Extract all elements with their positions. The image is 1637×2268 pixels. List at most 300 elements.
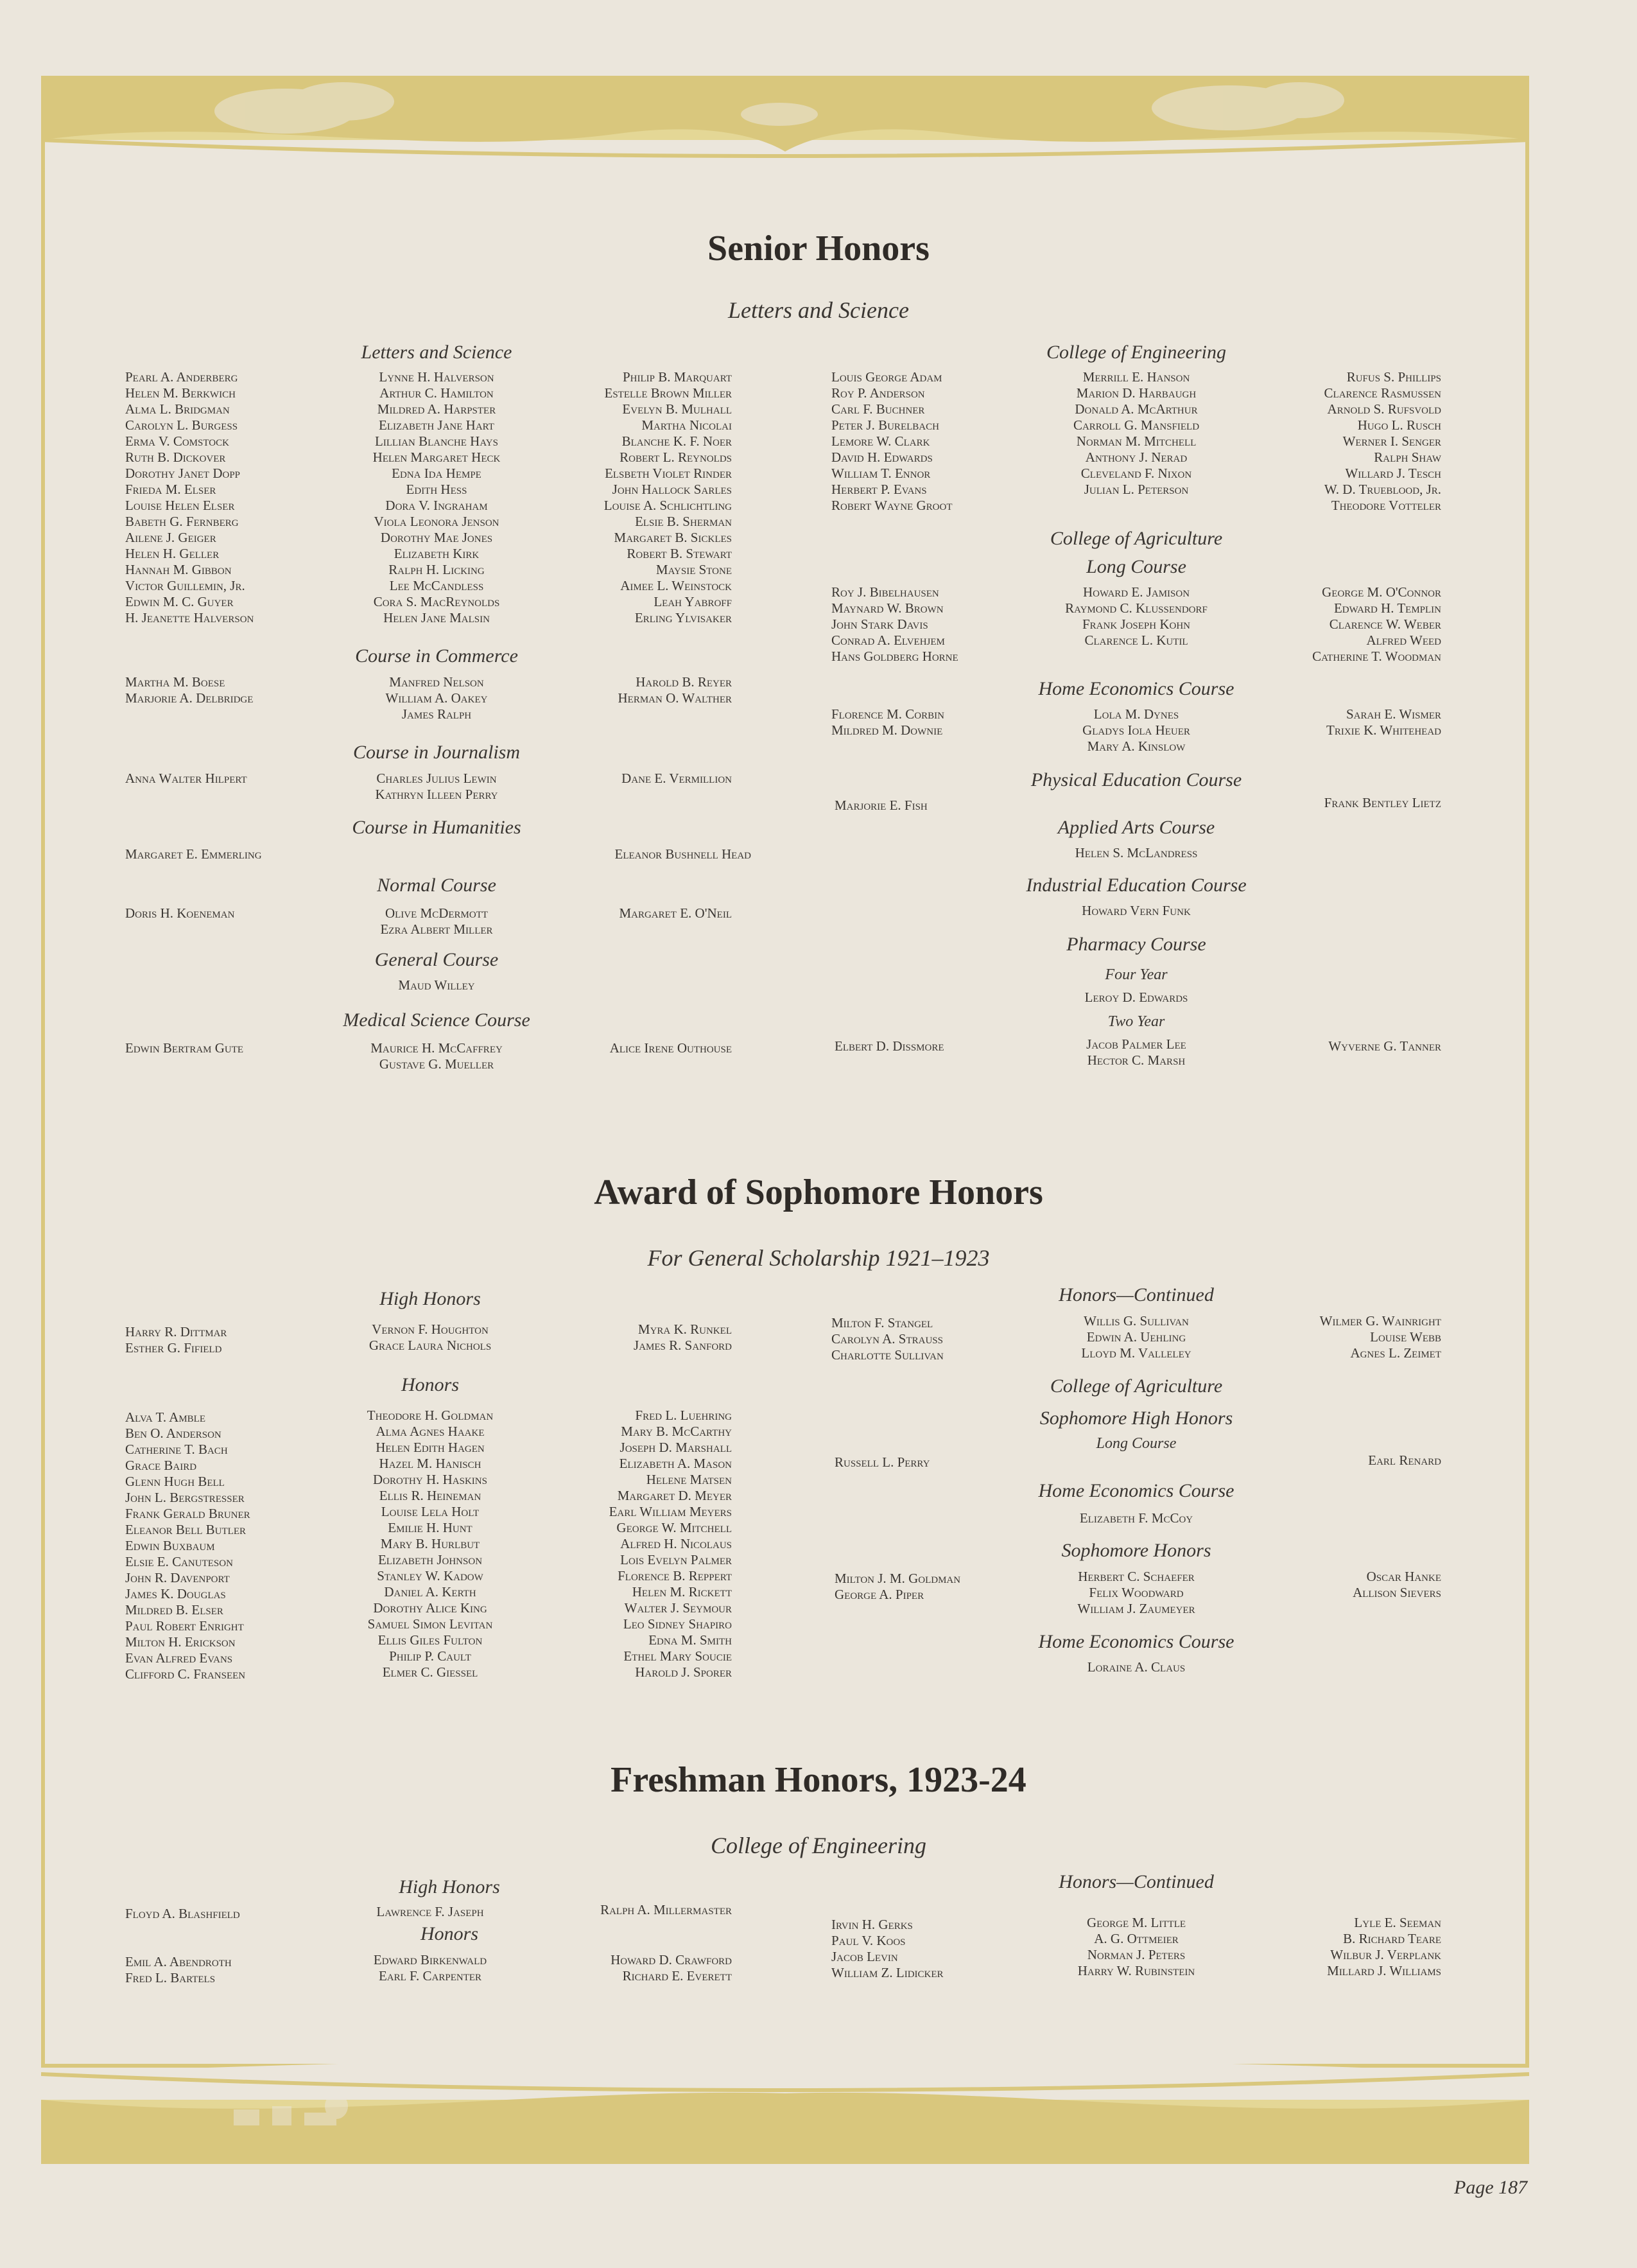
soph-hon-col1 [125,1409,250,1682]
honoree-name: Elizabeth Jane Hart [379,417,494,433]
soph-honors-heading: Honors [401,1374,459,1395]
soph-agriculture-heading: College of Agriculture [1050,1375,1223,1397]
honoree-name: Glenn Hugh Bell [125,1474,225,1489]
honoree-name: Ellis Giles Fulton [377,1632,483,1648]
medical-col1 [125,1040,243,1056]
humanities-col1 [125,846,262,862]
honoree-name: Edwin Bertram Gute [125,1040,244,1056]
honoree-name: Milton J. M. Goldman [835,1571,961,1586]
sophomore-honors-title: Award of Sophomore Honors [594,1173,1043,1212]
four-year-col2 [1034,990,1239,1006]
honoree-name: Wyverne G. Tanner [1328,1038,1441,1054]
honoree-name: Marjorie A. Delbridge [125,690,254,706]
honoree-name: Leah Yabroff [654,594,732,609]
honoree-name: Alice Irene Outhouse [609,1040,732,1056]
honoree-name: Carolyn L. Burgess [125,417,238,433]
soph-ag-col1 [835,1571,960,1603]
honoree-name: Viola Leonora Jenson [374,514,499,529]
honoree-name: Catherine T. Woodman [1312,649,1441,664]
honoree-name: Catherine T. Bach [125,1442,228,1457]
honoree-name: Margaret E. O'Neil [619,905,732,921]
honoree-name: Roy J. Bibelhausen [831,584,939,600]
honoree-name: Conrad A. Elvehjem [831,632,945,648]
two-year-col3 [1233,1038,1441,1054]
honoree-name: Elsie B. Sherman [635,514,732,529]
commerce-col1 [125,674,253,706]
honoree-name: Peter J. Burelbach [831,417,939,433]
honoree-name: Irvin H. Gerks [831,1917,913,1932]
fresh-honors-heading: Honors [420,1923,478,1944]
industrial-education-heading: Industrial Education Course [1026,875,1247,896]
honoree-name: Theodore Votteler [1331,498,1441,513]
honoree-name: George A. Piper [835,1587,924,1602]
honoree-name: Alva T. Amble [125,1409,205,1425]
phys-col3 [1233,795,1441,811]
medical-col3 [526,1040,732,1056]
honoree-name: Paul Robert Enright [125,1618,244,1634]
honoree-name: Donald A. McArthur [1075,401,1198,417]
honoree-name: Arnold S. Rufsvold [1327,401,1441,417]
soph-cont-col1 [831,1315,944,1363]
honoree-name: Herbert P. Evans [831,482,927,497]
humanities-col3 [526,846,751,862]
soph-home-heading: Home Economics Course [1038,1480,1234,1501]
soph-cont-col2 [1034,1313,1239,1361]
honoree-name: Julian L. Peterson [1084,482,1189,497]
honoree-name: Gustave G. Mueller [379,1056,494,1072]
honoree-name: Louis George Adam [831,369,942,385]
four-year-heading: Four Year [1105,966,1168,983]
honoree-name: Ralph H. Licking [388,562,485,577]
soph-cont-col3 [1233,1313,1441,1361]
honoree-name: Louise Webb [1370,1329,1441,1345]
soph-high-col1 [125,1324,227,1356]
honoree-name: Elizabeth F. McCoy [1079,1510,1193,1526]
top-cloud-banner [41,76,1529,172]
honoree-name: Philip P. Cault [389,1648,471,1664]
fresh-hon-col3 [526,1952,732,1984]
honoree-name: Evan Alfred Evans [125,1650,233,1666]
honoree-name: Lois Evelyn Palmer [620,1552,732,1567]
honoree-name: Theodore H. Goldman [367,1408,494,1423]
senior-ls-col2 [334,369,539,626]
honoree-name: Sarah E. Wismer [1346,706,1441,722]
bottom-cityscape-banner [41,2048,1529,2164]
honoree-name: Harold J. Sporer [635,1664,732,1680]
honoree-name: Helen S. McLandress [1075,845,1198,860]
soph-continued-heading: Honors—Continued [1059,1284,1214,1305]
journalism-col1 [125,771,247,787]
senior-ls-col3 [526,369,732,626]
fresh-high-col1 [125,1906,240,1922]
honoree-name: Edward Birkenwald [373,1952,487,1967]
honoree-name: Hazel M. Hanisch [379,1456,481,1471]
honoree-name: Maurice H. McCaffrey [370,1040,503,1056]
honoree-name: Philip B. Marquart [622,369,732,385]
freshman-subtitle: College of Engineering [711,1833,926,1858]
honoree-name: Harry R. Dittmar [125,1324,227,1339]
normal-col3 [526,905,732,921]
two-year-col1 [835,1038,944,1054]
freshman-honors-title: Freshman Honors, 1923-24 [611,1760,1026,1800]
honoree-name: Willard J. Tesch [1345,466,1441,481]
honoree-name: James K. Douglas [125,1586,226,1601]
soph-hon-col3 [526,1408,732,1680]
honoree-name: George M. Little [1086,1915,1186,1930]
medical-col2 [334,1040,539,1072]
honoree-name: Helen M. Berkwich [125,385,236,401]
honoree-name: Robert B. Stewart [627,546,732,561]
soph-long-col3 [1233,1452,1441,1469]
honoree-name: Clifford C. Franseen [125,1666,246,1682]
honoree-name: Elizabeth Kirk [394,546,480,561]
honoree-name: Dorothy Alice King [373,1600,487,1616]
honoree-name: Fred L. Luehring [635,1408,732,1423]
honoree-name: Alma Agnes Haake [376,1424,485,1439]
honoree-name: Estelle Brown Miller [604,385,732,401]
honoree-name: Babeth G. Fernberg [125,514,239,529]
honoree-name: Hugo L. Rusch [1357,417,1441,433]
honoree-name: Earl F. Carpenter [378,1968,482,1984]
honoree-name: Frank Gerald Bruner [125,1506,250,1521]
soph-long-col1 [835,1454,930,1470]
normal-col1 [125,905,234,921]
honoree-name: William A. Oakey [385,690,488,706]
honoree-name: Carl F. Buchner [831,401,925,417]
honoree-name: Edwin M. C. Guyer [125,594,234,609]
honoree-name: Florence M. Corbin [831,706,944,722]
honoree-name: Ruth B. Dickover [125,449,226,465]
honoree-name: Alma L. Bridgman [125,401,230,417]
soph-high-col3 [526,1322,732,1354]
agriculture-heading: College of Agriculture [1050,528,1223,549]
honoree-name: Allison Sievers [1353,1585,1441,1600]
eng-col1 [831,369,953,514]
fresh-high-col3 [526,1902,732,1918]
honoree-name: Margaret B. Sickles [614,530,732,545]
long-course-heading: Long Course [1086,556,1186,577]
honoree-name: W. D. Trueblood, Jr. [1324,482,1441,497]
honoree-name: James Ralph [401,706,472,722]
general-heading: General Course [374,949,499,970]
honoree-name: Carolyn A. Strauss [831,1331,943,1347]
honoree-name: William J. Zaumeyer [1077,1601,1195,1616]
fresh-cont-col2 [1034,1915,1239,1979]
honoree-name: Lynne H. Halverson [379,369,494,385]
honoree-name: Ralph A. Millermaster [600,1902,732,1917]
home-economics-heading: Home Economics Course [1038,678,1234,699]
honoree-name: Dane E. Vermillion [621,771,732,786]
honoree-name: Robert L. Reynolds [619,449,732,465]
honoree-name: Fred L. Bartels [125,1970,216,1985]
honoree-name: John R. Davenport [125,1570,230,1585]
honoree-name: Willis G. Sullivan [1084,1313,1189,1329]
honoree-name: Alfred H. Nicolaus [620,1536,732,1551]
honoree-name: Clarence W. Weber [1329,616,1441,632]
fresh-cont-col1 [831,1917,944,1981]
general-col2 [334,977,539,993]
honoree-name: Cleveland F. Nixon [1080,466,1192,481]
applied-arts-heading: Applied Arts Course [1057,817,1215,838]
honoree-name: Arthur C. Hamilton [379,385,494,401]
honoree-name: H. Jeanette Halverson [125,610,254,625]
humanities-heading: Course in Humanities [352,817,521,838]
honoree-name: Norman J. Peters [1087,1947,1186,1962]
honoree-name: Ralph Shaw [1374,449,1441,465]
honoree-name: Merrill E. Hanson [1082,369,1190,385]
honoree-name: Grace Baird [125,1458,197,1473]
soph-ag-col2 [1034,1569,1239,1617]
honoree-name: Clarence Rasmussen [1324,385,1441,401]
honoree-name: Harry W. Rubinstein [1077,1963,1195,1978]
honoree-name: Earl William Meyers [609,1504,732,1519]
honoree-name: Richard E. Everett [622,1968,732,1984]
honoree-name: Myra K. Runkel [637,1322,732,1337]
honoree-name: Lyle E. Seeman [1354,1915,1441,1930]
pharmacy-heading: Pharmacy Course [1066,934,1206,955]
honoree-name: Louise Helen Elser [125,498,235,513]
honoree-name: Wilbur J. Verplank [1330,1947,1441,1962]
honoree-name: A. G. Ottmeier [1094,1931,1179,1946]
honoree-name: Milton F. Stangel [831,1315,933,1330]
honoree-name: Helene Matsen [646,1472,732,1487]
honoree-name: Maud Willey [398,977,475,993]
fresh-hon-col1 [125,1954,232,1986]
honoree-name: Millard J. Williams [1327,1963,1441,1978]
honoree-name: Herbert C. Schaefer [1078,1569,1195,1584]
soph-home2-heading: Home Economics Course [1038,1631,1234,1652]
ag-col3 [1233,584,1441,665]
honoree-name: Edith Hess [406,482,467,497]
soph-long-course-heading: Long Course [1096,1435,1177,1452]
honoree-name: Lloyd M. Valleley [1081,1345,1191,1361]
honoree-name: Mildred M. Downie [831,722,943,738]
home-col3 [1233,706,1441,738]
honoree-name: Manfred Nelson [389,674,484,690]
journalism-col2 [334,771,539,803]
honoree-name: Edward H. Templin [1333,600,1441,616]
honoree-name: Elsbeth Violet Rinder [605,466,732,481]
honoree-name: George M. O'Connor [1322,584,1441,600]
honoree-name: Dora V. Ingraham [385,498,488,513]
engineering-heading: College of Engineering [1046,342,1226,363]
honoree-name: B. Richard Teare [1343,1931,1441,1946]
honoree-name: Elbert D. Dissmore [835,1038,944,1054]
soph-hon-col2 [327,1408,533,1680]
fresh-high-honors-heading: High Honors [399,1876,500,1897]
fresh-cont-col3 [1233,1915,1441,1979]
soph-honors-ag-heading: Sophomore Honors [1061,1540,1211,1561]
honoree-name: James R. Sanford [634,1338,732,1353]
honoree-name: Marion D. Harbaugh [1076,385,1197,401]
honoree-name: Lee McCandless [389,578,484,593]
honoree-name: Erma V. Comstock [125,433,229,449]
fresh-high-col2 [327,1904,533,1920]
honoree-name: Dorothy Janet Dopp [125,466,241,481]
honoree-name: Elizabeth A. Mason [619,1456,732,1471]
home-col1 [831,706,944,738]
eng-col2 [1034,369,1239,498]
two-year-col2 [1034,1036,1239,1069]
honoree-name: Trixie K. Whitehead [1326,722,1441,738]
honoree-name: Clarence L. Kutil [1084,632,1188,648]
soph-home2-col2 [1034,1659,1239,1675]
honoree-name: Maynard W. Brown [831,600,944,616]
honoree-name: Lawrence F. Jaseph [376,1904,484,1919]
honoree-name: Howard Vern Funk [1082,903,1191,918]
senior-ls-col1 [125,369,254,626]
soph-high-col2 [327,1322,533,1354]
honoree-name: Mary B. McCarthy [621,1424,732,1439]
honoree-name: Jacob Levin [831,1949,898,1964]
honoree-name: Rufus S. Phillips [1346,369,1441,385]
honoree-name: Dorothy Mae Jones [380,530,493,545]
honoree-name: Walter J. Seymour [624,1600,732,1616]
honoree-name: Stanley W. Kadow [377,1568,483,1583]
honoree-name: Joseph D. Marshall [619,1440,732,1455]
letters-science-heading: Letters and Science [361,342,512,363]
honoree-name: Esther G. Fifield [125,1340,222,1356]
honoree-name: Emil A. Abendroth [125,1954,232,1969]
honoree-name: Martha M. Boese [125,674,225,690]
honoree-name: Helen Margaret Heck [372,449,501,465]
honoree-name: Ben O. Anderson [125,1426,221,1441]
honoree-name: Harold B. Reyer [636,674,732,690]
honoree-name: Jacob Palmer Lee [1086,1036,1186,1052]
honoree-name: Russell L. Perry [835,1454,930,1470]
honoree-name: Kathryn Illeen Perry [375,787,498,802]
honoree-name: Milton H. Erickson [125,1634,236,1650]
honoree-name: Helen H. Geller [125,546,220,561]
honoree-name: Edwin Buxbaum [125,1538,215,1553]
honoree-name: Victor Guillemin, Jr. [125,578,245,593]
honoree-name: Ethel Mary Soucie [623,1648,732,1664]
industrial-col2 [1034,903,1239,919]
honoree-name: Oscar Hanke [1366,1569,1441,1584]
honoree-name: Felix Woodward [1089,1585,1184,1600]
honoree-name: Elizabeth Johnson [377,1552,483,1567]
honoree-name: Frank Bentley Lietz [1324,795,1441,810]
honoree-name: Floyd A. Blashfield [125,1906,240,1921]
honoree-name: Dorothy H. Haskins [373,1472,487,1487]
honoree-name: Lola M. Dynes [1093,706,1179,722]
soph-ag-col3 [1233,1569,1441,1601]
honoree-name: Erling Ylvisaker [634,610,732,625]
senior-honors-title: Senior Honors [707,229,930,268]
commerce-heading: Course in Commerce [355,645,518,667]
honoree-name: John L. Bergstresser [125,1490,245,1505]
soph-high-honors-heading: High Honors [379,1288,481,1309]
honoree-name: Grace Laura Nichols [368,1338,492,1353]
two-year-heading: Two Year [1107,1013,1165,1030]
honoree-name: Louise Lela Holt [381,1504,480,1519]
honoree-name: Werner I. Senger [1342,433,1441,449]
honoree-name: George W. Mitchell [616,1520,732,1535]
fresh-continued-heading: Honors—Continued [1059,1871,1214,1892]
ag-col2 [1034,584,1239,649]
honoree-name: Olive McDermott [385,905,489,921]
honoree-name: David H. Edwards [831,449,933,465]
honoree-name: Doris H. Koeneman [125,905,235,921]
honoree-name: Samuel Simon Levitan [367,1616,493,1632]
medical-heading: Medical Science Course [343,1009,530,1031]
commerce-col3 [526,674,732,706]
honoree-name: Emilie H. Hunt [388,1520,472,1535]
honoree-name: Leroy D. Edwards [1084,990,1188,1005]
senior-subtitle: Letters and Science [728,297,909,323]
honoree-name: Mildred A. Harpster [377,401,496,417]
honoree-name: Hector C. Marsh [1087,1052,1186,1068]
honoree-name: Earl Renard [1368,1452,1441,1468]
honoree-name: Vernon F. Houghton [372,1322,489,1337]
phys-col1 [835,798,928,814]
honoree-name: Norman M. Mitchell [1076,433,1197,449]
honoree-name: Daniel A. Kerth [384,1584,476,1600]
honoree-name: Elmer C. Giessel [382,1664,478,1680]
honoree-name: Helen Edith Hagen [376,1440,485,1455]
honoree-name: Gladys Iola Heuer [1082,722,1190,738]
honoree-name: William Z. Lidicker [831,1965,944,1980]
honoree-name: Helen M. Rickett [632,1584,732,1600]
honoree-name: Howard E. Jamison [1082,584,1190,600]
honoree-name: Marjorie E. Fish [835,798,928,813]
honoree-name: Aimee L. Weinstock [620,578,732,593]
honoree-name: Charlotte Sullivan [831,1347,944,1363]
honoree-name: Howard D. Crawford [611,1952,732,1967]
honoree-name: Blanche K. F. Noer [621,433,732,449]
page-number: Page 187 [1454,2177,1528,2198]
honoree-name: Margaret D. Meyer [617,1488,732,1503]
sophomore-subtitle: For General Scholarship 1921–1923 [647,1245,990,1271]
honoree-name: Loraine A. Claus [1087,1659,1186,1675]
honoree-name: Robert Wayne Groot [831,498,953,513]
honoree-name: Mildred B. Elser [125,1602,223,1618]
honoree-name: Maysie Stone [655,562,732,577]
honoree-name: Florence B. Reppert [618,1568,732,1583]
honoree-name: Frank Joseph Kohn [1082,616,1191,632]
honoree-name: Ezra Albert Miller [380,921,493,937]
commerce-col2 [334,674,539,722]
honoree-name: Eleanor Bell Butler [125,1522,246,1537]
honoree-name: Ailene J. Geiger [125,530,216,545]
home-col2 [1034,706,1239,755]
honoree-name: Frieda M. Elser [125,482,216,497]
honoree-name: Edna Ida Hempe [392,466,481,481]
honoree-name: Anna Walter Hilpert [125,771,247,786]
honoree-name: Louise A. Schlichtling [603,498,732,513]
honoree-name: Pearl A. Anderberg [125,369,238,385]
honoree-name: Cora S. MacReynolds [373,594,500,609]
honoree-name: William T. Ennor [831,466,931,481]
soph-home-col2 [1034,1510,1239,1526]
eng-col3 [1233,369,1441,514]
honoree-name: Carroll G. Mansfield [1073,417,1200,433]
honoree-name: Raymond C. Klussendorf [1065,600,1208,616]
honoree-name: Lemore W. Clark [831,433,930,449]
applied-col2 [1034,845,1239,861]
fresh-hon-col2 [327,1952,533,1984]
honoree-name: Ellis R. Heineman [379,1488,481,1503]
honoree-name: Herman O. Walther [618,690,732,706]
honoree-name: Elsie E. Canuteson [125,1554,233,1569]
honoree-name: Wilmer G. Wainright [1319,1313,1441,1329]
honoree-name: John Hallock Sarles [612,482,732,497]
normal-col2 [334,905,539,938]
honoree-name: Anthony J. Nerad [1085,449,1188,465]
honoree-name: Edwin A. Uehling [1086,1329,1186,1345]
honoree-name: Mary A. Kinslow [1087,738,1186,754]
honoree-name: Edna M. Smith [648,1632,732,1648]
